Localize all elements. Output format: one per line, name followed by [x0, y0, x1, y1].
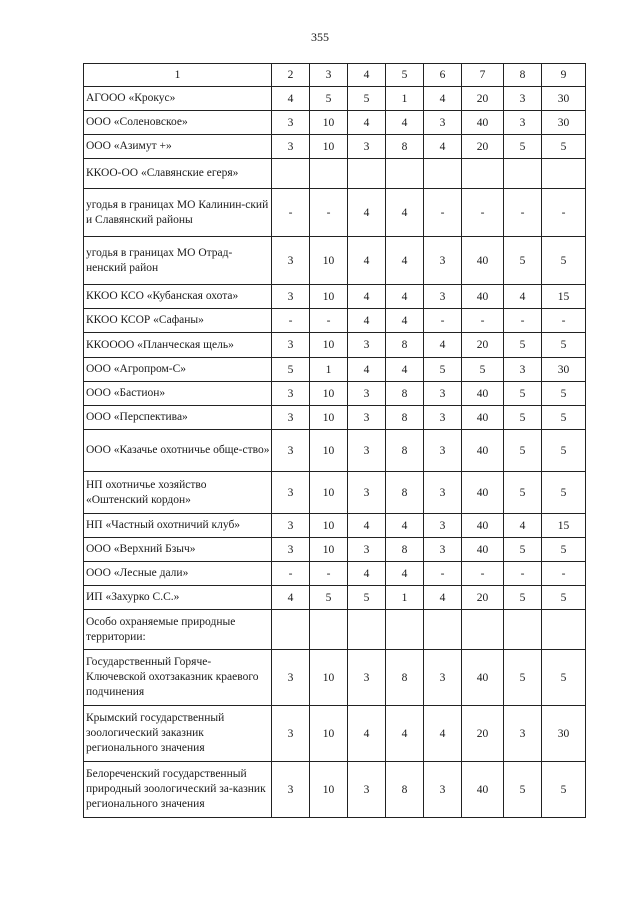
value-cell: 4: [348, 358, 386, 382]
row-name-cell: ООО «Лесные дали»: [84, 562, 272, 586]
value-cell: 1: [386, 87, 424, 111]
value-cell: 3: [424, 762, 462, 818]
table-body: [84, 64, 586, 818]
value-cell: 10: [310, 706, 348, 762]
value-cell: 4: [386, 562, 424, 586]
table-row: [84, 87, 586, 111]
value-cell: 5: [348, 586, 386, 610]
row-name-cell: ООО «Верхний Бзыч»: [84, 538, 272, 562]
value-cell: 3: [272, 430, 310, 472]
value-cell: 3: [272, 706, 310, 762]
value-cell: 5: [542, 762, 586, 818]
row-name-cell: ООО «Соленовское»: [84, 111, 272, 135]
value-cell: 40: [462, 237, 504, 285]
row-name-cell: Крымский государственный зоологический заказник регионального значения: [84, 706, 272, 762]
value-cell: 5: [542, 472, 586, 514]
row-name-cell: Государственный Горяче-Ключевской охотзаказник краевого подчинения: [84, 650, 272, 706]
value-cell: [310, 159, 348, 189]
value-cell: 3: [424, 514, 462, 538]
value-cell: -: [272, 189, 310, 237]
header-cell: 5: [386, 64, 424, 87]
value-cell: 3: [348, 472, 386, 514]
value-cell: 5: [310, 586, 348, 610]
value-cell: 5: [542, 430, 586, 472]
value-cell: [424, 159, 462, 189]
value-cell: -: [504, 189, 542, 237]
row-name-cell: ООО «Казачье охотничье обще-ство»: [84, 430, 272, 472]
value-cell: 10: [310, 650, 348, 706]
value-cell: 4: [386, 189, 424, 237]
value-cell: 40: [462, 406, 504, 430]
value-cell: 40: [462, 111, 504, 135]
value-cell: 4: [348, 309, 386, 333]
table-row: [84, 111, 586, 135]
value-cell: 10: [310, 333, 348, 358]
table-row: [84, 562, 586, 586]
row-name-cell: угодья в границах МО Калинин-ский и Славянский районы: [84, 189, 272, 237]
value-cell: 15: [542, 514, 586, 538]
table-row: [84, 382, 586, 406]
row-name-cell: ККОО КСОР «Сафаны»: [84, 309, 272, 333]
value-cell: 3: [272, 382, 310, 406]
value-cell: 3: [348, 762, 386, 818]
value-cell: 3: [272, 762, 310, 818]
value-cell: 8: [386, 762, 424, 818]
value-cell: 20: [462, 333, 504, 358]
value-cell: 40: [462, 430, 504, 472]
value-cell: 40: [462, 285, 504, 309]
value-cell: 40: [462, 514, 504, 538]
value-cell: 5: [504, 237, 542, 285]
table-row: [84, 135, 586, 159]
row-name-cell: ККОО КСО «Кубанская охота»: [84, 285, 272, 309]
value-cell: 40: [462, 650, 504, 706]
value-cell: 3: [424, 285, 462, 309]
row-name-cell: ИП «Захурко С.С.»: [84, 586, 272, 610]
value-cell: 8: [386, 333, 424, 358]
value-cell: 5: [542, 382, 586, 406]
value-cell: [462, 610, 504, 650]
value-cell: 5: [424, 358, 462, 382]
value-cell: 4: [272, 586, 310, 610]
value-cell: [386, 610, 424, 650]
row-name-cell: ККОО-ОО «Славянские егеря»: [84, 159, 272, 189]
value-cell: 3: [348, 406, 386, 430]
value-cell: [272, 159, 310, 189]
value-cell: 10: [310, 538, 348, 562]
value-cell: 3: [424, 237, 462, 285]
value-cell: 5: [504, 586, 542, 610]
table-row: [84, 514, 586, 538]
value-cell: 3: [348, 135, 386, 159]
value-cell: [462, 159, 504, 189]
value-cell: 3: [272, 406, 310, 430]
value-cell: 3: [424, 538, 462, 562]
header-row: [84, 64, 586, 87]
value-cell: 4: [348, 285, 386, 309]
value-cell: 3: [424, 650, 462, 706]
value-cell: 8: [386, 472, 424, 514]
value-cell: -: [504, 309, 542, 333]
value-cell: 4: [504, 285, 542, 309]
value-cell: 3: [504, 111, 542, 135]
value-cell: 10: [310, 514, 348, 538]
value-cell: 4: [348, 189, 386, 237]
value-cell: 10: [310, 762, 348, 818]
value-cell: 30: [542, 87, 586, 111]
value-cell: 4: [386, 237, 424, 285]
value-cell: [310, 610, 348, 650]
value-cell: 5: [504, 650, 542, 706]
value-cell: 4: [424, 586, 462, 610]
table-row: [84, 237, 586, 285]
table-row: [84, 333, 586, 358]
header-cell: 1: [84, 64, 272, 87]
value-cell: 5: [348, 87, 386, 111]
data-table: [83, 63, 586, 818]
value-cell: 5: [542, 406, 586, 430]
row-name-cell: ООО «Бастион»: [84, 382, 272, 406]
value-cell: 8: [386, 430, 424, 472]
value-cell: 5: [504, 406, 542, 430]
value-cell: 10: [310, 237, 348, 285]
value-cell: 3: [348, 430, 386, 472]
value-cell: 40: [462, 762, 504, 818]
value-cell: [348, 159, 386, 189]
value-cell: 4: [348, 237, 386, 285]
header-cell: 6: [424, 64, 462, 87]
value-cell: 20: [462, 706, 504, 762]
value-cell: 20: [462, 135, 504, 159]
value-cell: 5: [504, 333, 542, 358]
row-name-cell: ККОООО «Планческая щель»: [84, 333, 272, 358]
value-cell: -: [424, 189, 462, 237]
value-cell: -: [272, 562, 310, 586]
value-cell: [272, 610, 310, 650]
value-cell: 1: [386, 586, 424, 610]
value-cell: 4: [386, 514, 424, 538]
row-name-cell: НП «Частный охотничий клуб»: [84, 514, 272, 538]
value-cell: 5: [542, 586, 586, 610]
row-name-cell: ООО «Перспектива»: [84, 406, 272, 430]
value-cell: -: [542, 189, 586, 237]
value-cell: -: [462, 562, 504, 586]
value-cell: 4: [348, 562, 386, 586]
value-cell: 5: [542, 538, 586, 562]
value-cell: 3: [424, 382, 462, 406]
value-cell: 10: [310, 382, 348, 406]
value-cell: 10: [310, 135, 348, 159]
value-cell: 5: [504, 472, 542, 514]
table-row: [84, 472, 586, 514]
value-cell: 3: [424, 406, 462, 430]
value-cell: 30: [542, 706, 586, 762]
value-cell: 10: [310, 406, 348, 430]
header-cell: 9: [542, 64, 586, 87]
value-cell: 4: [348, 706, 386, 762]
table-row: [84, 285, 586, 309]
value-cell: 5: [272, 358, 310, 382]
value-cell: 10: [310, 111, 348, 135]
value-cell: -: [542, 309, 586, 333]
value-cell: 3: [272, 285, 310, 309]
value-cell: 3: [272, 135, 310, 159]
value-cell: 4: [348, 111, 386, 135]
row-name-cell: АГООО «Крокус»: [84, 87, 272, 111]
value-cell: 3: [348, 538, 386, 562]
value-cell: [504, 610, 542, 650]
value-cell: [542, 159, 586, 189]
value-cell: 10: [310, 430, 348, 472]
value-cell: 3: [272, 650, 310, 706]
value-cell: 4: [424, 87, 462, 111]
value-cell: -: [310, 562, 348, 586]
value-cell: 8: [386, 382, 424, 406]
value-cell: 3: [272, 538, 310, 562]
value-cell: 4: [504, 514, 542, 538]
value-cell: 4: [348, 514, 386, 538]
value-cell: 5: [542, 333, 586, 358]
value-cell: 3: [348, 333, 386, 358]
value-cell: 40: [462, 382, 504, 406]
header-cell: 7: [462, 64, 504, 87]
value-cell: 3: [272, 237, 310, 285]
value-cell: 3: [348, 650, 386, 706]
value-cell: 5: [504, 762, 542, 818]
header-cell: 2: [272, 64, 310, 87]
value-cell: 5: [542, 650, 586, 706]
table-row: [84, 358, 586, 382]
value-cell: 20: [462, 87, 504, 111]
value-cell: 3: [424, 111, 462, 135]
value-cell: -: [310, 309, 348, 333]
value-cell: 10: [310, 285, 348, 309]
table-row: [84, 406, 586, 430]
value-cell: 5: [542, 135, 586, 159]
value-cell: 3: [272, 514, 310, 538]
value-cell: 4: [424, 333, 462, 358]
value-cell: 10: [310, 472, 348, 514]
row-name-cell: Белореченский государственный природный зоологический за-казник регионального значения: [84, 762, 272, 818]
value-cell: 15: [542, 285, 586, 309]
header-cell: 3: [310, 64, 348, 87]
value-cell: -: [462, 189, 504, 237]
table-row: [84, 189, 586, 237]
value-cell: -: [424, 562, 462, 586]
value-cell: 5: [462, 358, 504, 382]
value-cell: 3: [504, 706, 542, 762]
value-cell: 3: [504, 87, 542, 111]
value-cell: 5: [504, 135, 542, 159]
value-cell: 3: [504, 358, 542, 382]
page-number: 355: [311, 30, 329, 44]
value-cell: 3: [424, 472, 462, 514]
value-cell: -: [504, 562, 542, 586]
row-name-cell: Особо охраняемые природные территории:: [84, 610, 272, 650]
value-cell: [542, 610, 586, 650]
header-cell: 8: [504, 64, 542, 87]
value-cell: 3: [424, 430, 462, 472]
value-cell: 4: [386, 111, 424, 135]
value-cell: 3: [272, 333, 310, 358]
value-cell: 4: [386, 358, 424, 382]
value-cell: 3: [348, 382, 386, 406]
value-cell: 5: [542, 237, 586, 285]
table-row: [84, 309, 586, 333]
table-row: [84, 538, 586, 562]
table-row: [84, 159, 586, 189]
value-cell: -: [310, 189, 348, 237]
value-cell: 4: [424, 706, 462, 762]
value-cell: 5: [504, 382, 542, 406]
value-cell: [424, 610, 462, 650]
row-name-cell: ООО «Азимут +»: [84, 135, 272, 159]
value-cell: -: [272, 309, 310, 333]
value-cell: 40: [462, 538, 504, 562]
header-cell: 4: [348, 64, 386, 87]
value-cell: [348, 610, 386, 650]
value-cell: 4: [272, 87, 310, 111]
value-cell: 4: [386, 706, 424, 762]
row-name-cell: ООО «Агропром-С»: [84, 358, 272, 382]
value-cell: 20: [462, 586, 504, 610]
value-cell: 4: [386, 309, 424, 333]
value-cell: -: [542, 562, 586, 586]
value-cell: 30: [542, 111, 586, 135]
table-row: [84, 430, 586, 472]
value-cell: 5: [310, 87, 348, 111]
value-cell: 40: [462, 472, 504, 514]
value-cell: 8: [386, 406, 424, 430]
value-cell: 4: [386, 285, 424, 309]
value-cell: 30: [542, 358, 586, 382]
table-row: [84, 762, 586, 818]
value-cell: -: [462, 309, 504, 333]
value-cell: 8: [386, 135, 424, 159]
value-cell: 3: [272, 472, 310, 514]
value-cell: 8: [386, 538, 424, 562]
value-cell: 3: [272, 111, 310, 135]
table-row: [84, 586, 586, 610]
value-cell: 1: [310, 358, 348, 382]
table-row: [84, 706, 586, 762]
value-cell: [386, 159, 424, 189]
value-cell: [504, 159, 542, 189]
value-cell: 5: [504, 430, 542, 472]
value-cell: -: [424, 309, 462, 333]
row-name-cell: НП охотничье хозяйство «Оштенский кордон»: [84, 472, 272, 514]
value-cell: 5: [504, 538, 542, 562]
table-row: [84, 650, 586, 706]
table-row: [84, 610, 586, 650]
row-name-cell: угодья в границах МО Отрад-ненский район: [84, 237, 272, 285]
value-cell: 8: [386, 650, 424, 706]
value-cell: 4: [424, 135, 462, 159]
